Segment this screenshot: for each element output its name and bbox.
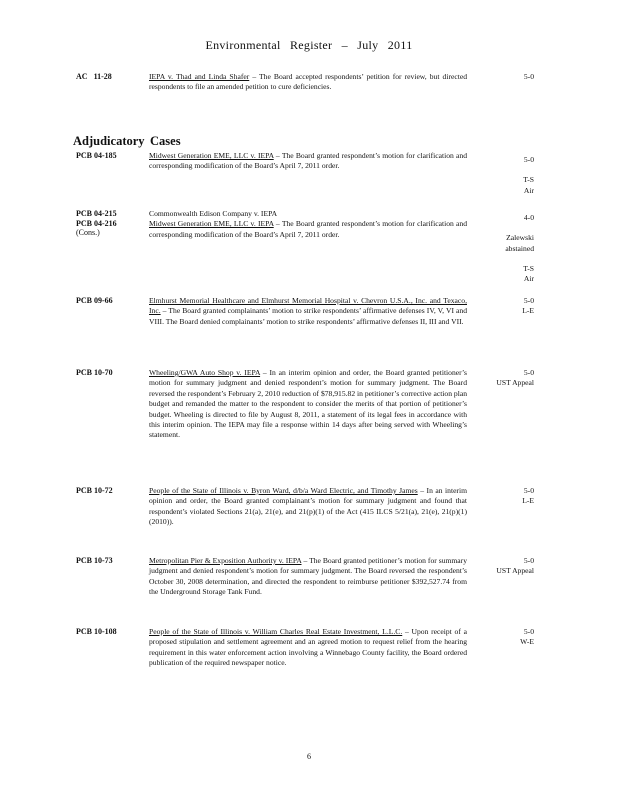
vote-line: 4-0 bbox=[523, 213, 534, 222]
case-text: – The Board accepted respondents’ petition for review, but directed respondents to file an amended petition to cure deficiencies. bbox=[149, 72, 467, 92]
case-caption: Elmhurst Memorial Healthcare and Elmhurst Memorial Hospital v. Chevron U.S.A., Inc. and Texaco, Inc. bbox=[149, 296, 467, 316]
vote-line bbox=[454, 165, 534, 175]
vote-line: UST Appeal bbox=[496, 378, 534, 388]
section-subheading: Cases bbox=[150, 134, 181, 148]
docket-line: PCB 09-66 bbox=[76, 296, 113, 305]
docket-number bbox=[76, 209, 146, 238]
vote-line: 5-0 bbox=[523, 72, 534, 81]
vote-line: Zalewski bbox=[506, 233, 534, 243]
vote-column bbox=[454, 486, 534, 506]
vote-line: UST Appeal bbox=[496, 566, 534, 576]
vote-column bbox=[454, 213, 534, 284]
vote-line: W-E bbox=[520, 637, 534, 647]
vote-column bbox=[454, 155, 534, 196]
case-text: – The Board granted petitioner’s motion for summary judgment and denied respondent’s motion for summary judgment. The Board reversed the respondent’s October 30, 2008 determination, and directed the respondent to reimburse petitioner $392,527.74 from the Underground Storage Tank Fund. bbox=[149, 556, 468, 597]
case-caption: IEPA v. Thad and Linda Shafer bbox=[149, 72, 250, 81]
docket-line: PCB 04-185 bbox=[76, 151, 117, 160]
vote-column bbox=[454, 296, 534, 316]
section-heading: Adjudicatory bbox=[73, 134, 145, 148]
vote-line bbox=[454, 223, 534, 233]
docket-line: PCB 10-108 bbox=[76, 627, 117, 636]
case-description bbox=[149, 627, 467, 669]
docket-type: AC bbox=[76, 72, 88, 81]
case-caption: Midwest Generation EME, LLC v. IEPA bbox=[149, 219, 274, 229]
vote-column bbox=[454, 556, 534, 576]
vote-line bbox=[454, 254, 534, 264]
docket-number bbox=[76, 296, 146, 306]
vote-line: 5-0 bbox=[523, 627, 534, 636]
case-caption-pre: Commonwealth Edison Company v. IEPA bbox=[149, 209, 278, 218]
vote-line: abstained bbox=[505, 243, 534, 253]
vote-line: T-S bbox=[523, 175, 534, 185]
docket-line: PCB 04-215 bbox=[76, 209, 117, 218]
case-caption: Metropolitan Pier & Exposition Authority v. IEPA bbox=[149, 556, 302, 565]
page-header-title: Environmental Register – July 2011 bbox=[205, 38, 413, 52]
case-text: – In an interim opinion and order, the Board granted petitioner’s motion for summary judgment and denied respondent’s motion for summary judgment. The Board reversed the respondent’s February 2, 2010 reduction of $78,915.82 in petitioner’s corrective action plan budget and remanded the matter to the respondent to consider the merits of that portion of petitioner’s budget. Wheeling is directed to file by August 8, 2011, a statement of its legal fees in accordance with this interim opinion. The IEPA may file a response within 14 days after being served with Wheeling’s statement. bbox=[149, 368, 467, 440]
docket-number bbox=[76, 151, 146, 161]
vote-line: L-E bbox=[522, 306, 534, 316]
vote-line: 5-0 bbox=[523, 486, 534, 495]
page-number: 6 bbox=[307, 752, 311, 761]
case-text: – The Board granted respondent’s motion for clarification and corresponding modification of the Board’s April 7, 2011 order. bbox=[149, 151, 467, 171]
docket-num: 11-28 bbox=[93, 72, 112, 81]
case-caption: People of the State of Illinois v. Byron Ward, d/b/a Ward Electric, and Timothy James bbox=[149, 486, 418, 495]
vote-line: L-E bbox=[522, 496, 534, 506]
case-text: – The Board granted respondent’s motion for clarification and corresponding modification of the Board’s April 7, 2011 order. bbox=[149, 219, 467, 239]
case-caption: Midwest Generation EME, LLC v. IEPA bbox=[149, 151, 274, 160]
docket-line: (Cons.) bbox=[76, 228, 100, 238]
case-description bbox=[149, 209, 467, 240]
vote-line: 5-0 bbox=[523, 368, 534, 377]
case-description bbox=[149, 151, 467, 172]
case-text: – In an interim opinion and order, the Board granted complainant’s motion for summary judgment and found that respondent’s violated Sections 21(a), 21(e), and 21(p)(1) of the Act (415 ILCS 5/21(a), 21(e), 21(p)(1) (2010)). bbox=[149, 486, 467, 527]
docket-number bbox=[76, 627, 146, 637]
docket-number bbox=[76, 486, 146, 496]
vote-column bbox=[454, 627, 534, 647]
vote-line: 5-0 bbox=[523, 155, 534, 164]
docket-number bbox=[76, 368, 146, 378]
vote-line: T-S bbox=[523, 264, 534, 274]
docket-number bbox=[76, 72, 146, 82]
docket-line: PCB 10-70 bbox=[76, 368, 113, 377]
case-description bbox=[149, 486, 467, 528]
case-text: – Upon receipt of a proposed stipulation and settlement agreement and an agreed motion to request relief from the hearing requirement in this water enforcement action involving a Winnebago County facility, the Board ordered publication of the required newspaper notice. bbox=[149, 627, 467, 668]
case-description bbox=[149, 296, 467, 327]
case-text: – The Board granted complainants’ motion to strike respondents’ affirmative defenses IV, V, VI and VIII. The Board denied complainants’ motion to strike respondents’ affirmative defenses II, III and VII. bbox=[149, 306, 467, 326]
case-caption: People of the State of Illinois v. William Charles Real Estate Investment, L.L.C. bbox=[149, 627, 403, 636]
vote-line: Air bbox=[523, 274, 534, 284]
docket-line: PCB 10-73 bbox=[76, 556, 113, 565]
case-caption: Wheeling/GWA Auto Shop v. IEPA bbox=[149, 368, 261, 377]
docket-line: PCB 10-72 bbox=[76, 486, 113, 495]
vote-line: 5-0 bbox=[523, 556, 534, 565]
case-description bbox=[149, 368, 467, 441]
docket-number bbox=[76, 556, 146, 566]
vote-column bbox=[454, 368, 534, 388]
vote-line: Air bbox=[523, 185, 534, 195]
vote-column bbox=[454, 72, 534, 82]
docket-line: PCB 04-216 bbox=[76, 218, 117, 228]
case-description bbox=[149, 72, 467, 93]
vote-line: 5-0 bbox=[523, 296, 534, 305]
case-description bbox=[149, 556, 467, 598]
